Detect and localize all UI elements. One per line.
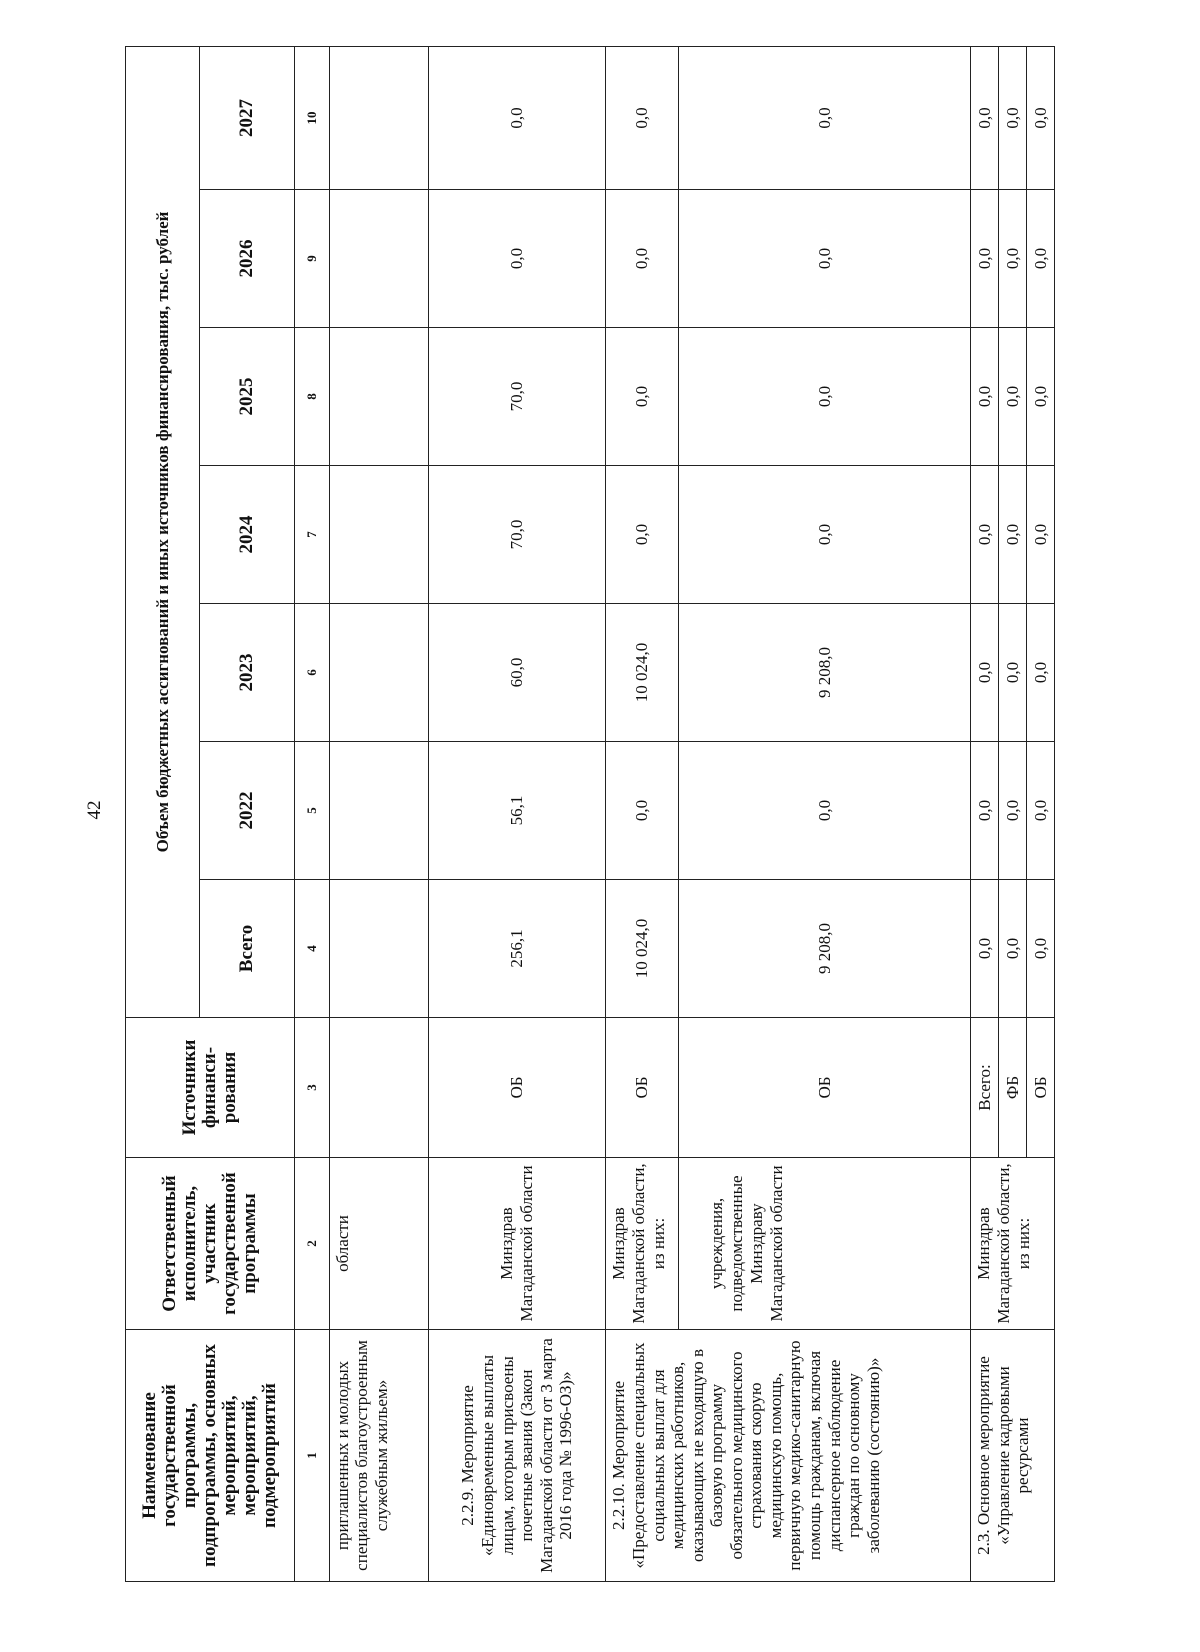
empty-cell [329, 880, 428, 1018]
value-cell: 0,0 [678, 328, 970, 466]
value-cell: 70,0 [428, 328, 606, 466]
value-cell: 0,0 [1027, 46, 1055, 189]
row-executor: Минздрав Магаданской области, из них: [606, 1158, 678, 1330]
empty-cell [329, 466, 428, 604]
header-year: 2027 [200, 46, 295, 189]
column-number: 1 [295, 1330, 329, 1582]
value-cell: 0,0 [999, 604, 1027, 742]
financing-table [125, 46, 1055, 1582]
value-cell: 0,0 [606, 742, 678, 880]
value-cell: 0,0 [1027, 328, 1055, 466]
value-cell: 0,0 [999, 466, 1027, 604]
header-year: 2025 [200, 328, 295, 466]
value-cell: 0,0 [971, 742, 999, 880]
table-row [971, 46, 999, 1581]
row-executor: Минздрав Магаданской области, из них: [971, 1158, 1055, 1330]
row-executor: учреждения, подведомственные Минздраву Магаданской области [678, 1158, 970, 1330]
value-cell: 0,0 [1027, 742, 1055, 880]
empty-cell [329, 604, 428, 742]
value-cell: 0,0 [999, 46, 1027, 189]
value-cell: 0,0 [971, 328, 999, 466]
header-year: 2022 [200, 742, 295, 880]
column-number: 10 [295, 46, 329, 189]
empty-cell [329, 742, 428, 880]
value-cell: 9 208,0 [678, 604, 970, 742]
empty-cell [329, 190, 428, 328]
value-cell: 0,0 [1027, 880, 1055, 1018]
value-cell: 0,0 [1027, 604, 1055, 742]
page-number: 42 [84, 800, 105, 820]
value-cell: 56,1 [428, 742, 606, 880]
row-name: 2.2.9. Мероприятие «Единовременные выплаты лицам, которым присвоены почетные звания (Закон Магаданской области от 3 марта 2016 года № 1996-ОЗ)» [428, 1330, 606, 1582]
value-cell: 0,0 [1027, 190, 1055, 328]
header-year: 2026 [200, 190, 295, 328]
row-name: приглашенных и молодых специалистов благоустроенным служебным жильем» [329, 1330, 428, 1582]
value-cell: 0,0 [999, 328, 1027, 466]
empty-cell [329, 328, 428, 466]
value-cell: 0,0 [971, 46, 999, 189]
value-cell: 60,0 [428, 604, 606, 742]
column-number: 9 [295, 190, 329, 328]
column-number: 2 [295, 1158, 329, 1330]
header-source: Источники финанси-рования [126, 1018, 295, 1158]
row-executor: Минздрав Магаданской области [428, 1158, 606, 1330]
column-number-row [295, 46, 329, 1581]
row-name: 2.2.10. Мероприятие «Предоставление специальных социальных выплат для медицинских работников, оказывающих не входящую в базовую программу обязательного медицинского страхования скорую медицинскую помощь, первичную медико-санитарную помощь гражданам, включая диспансерное наблюдение граждан по основному заболеванию (состоянию)» [606, 1330, 971, 1582]
row-source: Всего: [971, 1018, 999, 1158]
column-number: 4 [295, 880, 329, 1018]
value-cell: 0,0 [971, 190, 999, 328]
header-name: Наименование государственной программы, подпрограммы, основных мероприятий, мероприятий, подмероприятий [126, 1330, 295, 1582]
empty-cell [329, 46, 428, 189]
value-cell: 10 024,0 [606, 880, 678, 1018]
value-cell: 0,0 [971, 604, 999, 742]
value-cell: 256,1 [428, 880, 606, 1018]
header-year: 2024 [200, 466, 295, 604]
value-cell: 0,0 [606, 466, 678, 604]
value-cell: 0,0 [971, 880, 999, 1018]
table-row [428, 46, 606, 1581]
value-cell: 0,0 [678, 742, 970, 880]
value-cell: 0,0 [678, 46, 970, 189]
value-cell: 0,0 [999, 880, 1027, 1018]
value-cell: 9 208,0 [678, 880, 970, 1018]
row-source: ОБ [606, 1018, 678, 1158]
row-source: ФБ [999, 1018, 1027, 1158]
column-number: 8 [295, 328, 329, 466]
value-cell: 0,0 [606, 46, 678, 189]
row-source: ОБ [428, 1018, 606, 1158]
value-cell: 10 024,0 [606, 604, 678, 742]
value-cell: 0,0 [999, 190, 1027, 328]
row-source: ОБ [678, 1018, 970, 1158]
header-volume: Объем бюджетных ассигнований и иных источников финансирования, тыс. рублей [126, 46, 200, 1017]
value-cell: 0,0 [428, 190, 606, 328]
value-cell: 70,0 [428, 466, 606, 604]
column-number: 3 [295, 1018, 329, 1158]
value-cell: 0,0 [678, 466, 970, 604]
table-row [329, 46, 428, 1581]
value-cell: 0,0 [606, 190, 678, 328]
value-cell: 0,0 [999, 742, 1027, 880]
value-cell: 0,0 [678, 190, 970, 328]
column-number: 6 [295, 604, 329, 742]
header-executor: Ответственный исполнитель, участник государственной программы [126, 1158, 295, 1330]
rotated-page [125, 47, 1055, 1582]
row-name: 2.3. Основное мероприятие «Управление кадровыми ресурсами [971, 1330, 1055, 1582]
row-source: ОБ [1027, 1018, 1055, 1158]
column-number: 7 [295, 466, 329, 604]
value-cell: 0,0 [971, 466, 999, 604]
value-cell: 0,0 [606, 328, 678, 466]
empty-cell [329, 1018, 428, 1158]
column-number: 5 [295, 742, 329, 880]
value-cell: 0,0 [1027, 466, 1055, 604]
row-executor: области [329, 1158, 428, 1330]
header-year: 2023 [200, 604, 295, 742]
table-row [606, 46, 678, 1581]
header-year: Всего [200, 880, 295, 1018]
value-cell: 0,0 [428, 46, 606, 189]
